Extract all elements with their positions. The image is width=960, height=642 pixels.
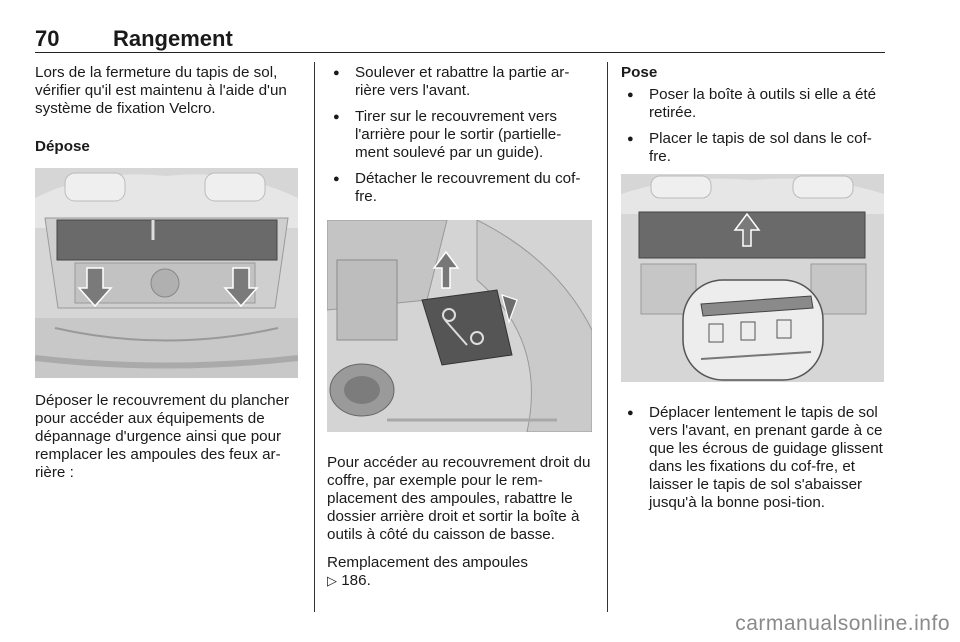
page-header	[35, 24, 885, 53]
column-3	[621, 64, 889, 520]
depose-paragraph: Déposer le recouvrement du plancher pour accéder aux équipements de dépannage d'urgence ainsi que pour remplacer les ampoules des feux ar-rière :	[35, 392, 290, 481]
list-item: ● Soulever et rabattre la partie ar-rière vers l'avant.	[327, 64, 595, 100]
figure-trunk-side-cover	[327, 220, 592, 432]
page-number: 70	[35, 26, 60, 51]
column-divider-2	[607, 62, 608, 612]
figure-floor-cover-removal	[35, 168, 298, 378]
page-title: Rangement	[113, 26, 233, 51]
list-item: ● Tirer sur le recouvrement vers l'arrière pour le sortir (partielle-ment soulevé par un guide).	[327, 108, 595, 162]
bulb-reference: Remplacement des ampoules ▷ 186.	[327, 554, 528, 589]
column-divider-1	[314, 62, 315, 612]
watermark: carmanualsonline.info	[735, 612, 950, 635]
column-1	[35, 64, 300, 492]
column-2	[327, 64, 595, 600]
access-paragraph: Pour accéder au recouvrement droit du coffre, par exemple pour le rem-placement des ampoules, rabattre le dossier arrière droit et sortir la boîte à outils à côté du caisson de basse.	[327, 454, 591, 543]
figure-floor-mat-installation	[621, 174, 884, 382]
intro-paragraph: Lors de la fermeture du tapis de sol, vérifier qu'il est maintenu à l'aide d'un système de fixation Velcro.	[35, 64, 287, 117]
bullet-list-pose	[621, 86, 889, 166]
bullet-list-pose-2	[621, 404, 889, 512]
list-item: ● Poser la boîte à outils si elle a été retirée.	[621, 86, 889, 122]
list-item: ● Placer le tapis de sol dans le cof-fre.	[621, 130, 889, 166]
list-item: ● Détacher le recouvrement du cof-fre.	[327, 170, 595, 206]
bullet-list-depose	[327, 64, 595, 206]
list-item: ● Déplacer lentement le tapis de sol vers l'avant, en prenant garde à ce que les écrous de guidage glissent dans les fixations du cof-fre, et laisser le tapis de sol s'abaisser jusqu'à la bonne posi-tion.	[621, 404, 889, 512]
section-heading-depose: Dépose	[35, 138, 90, 155]
section-heading-pose: Pose	[621, 64, 658, 81]
reference-arrow-icon: ▷	[327, 573, 337, 588]
